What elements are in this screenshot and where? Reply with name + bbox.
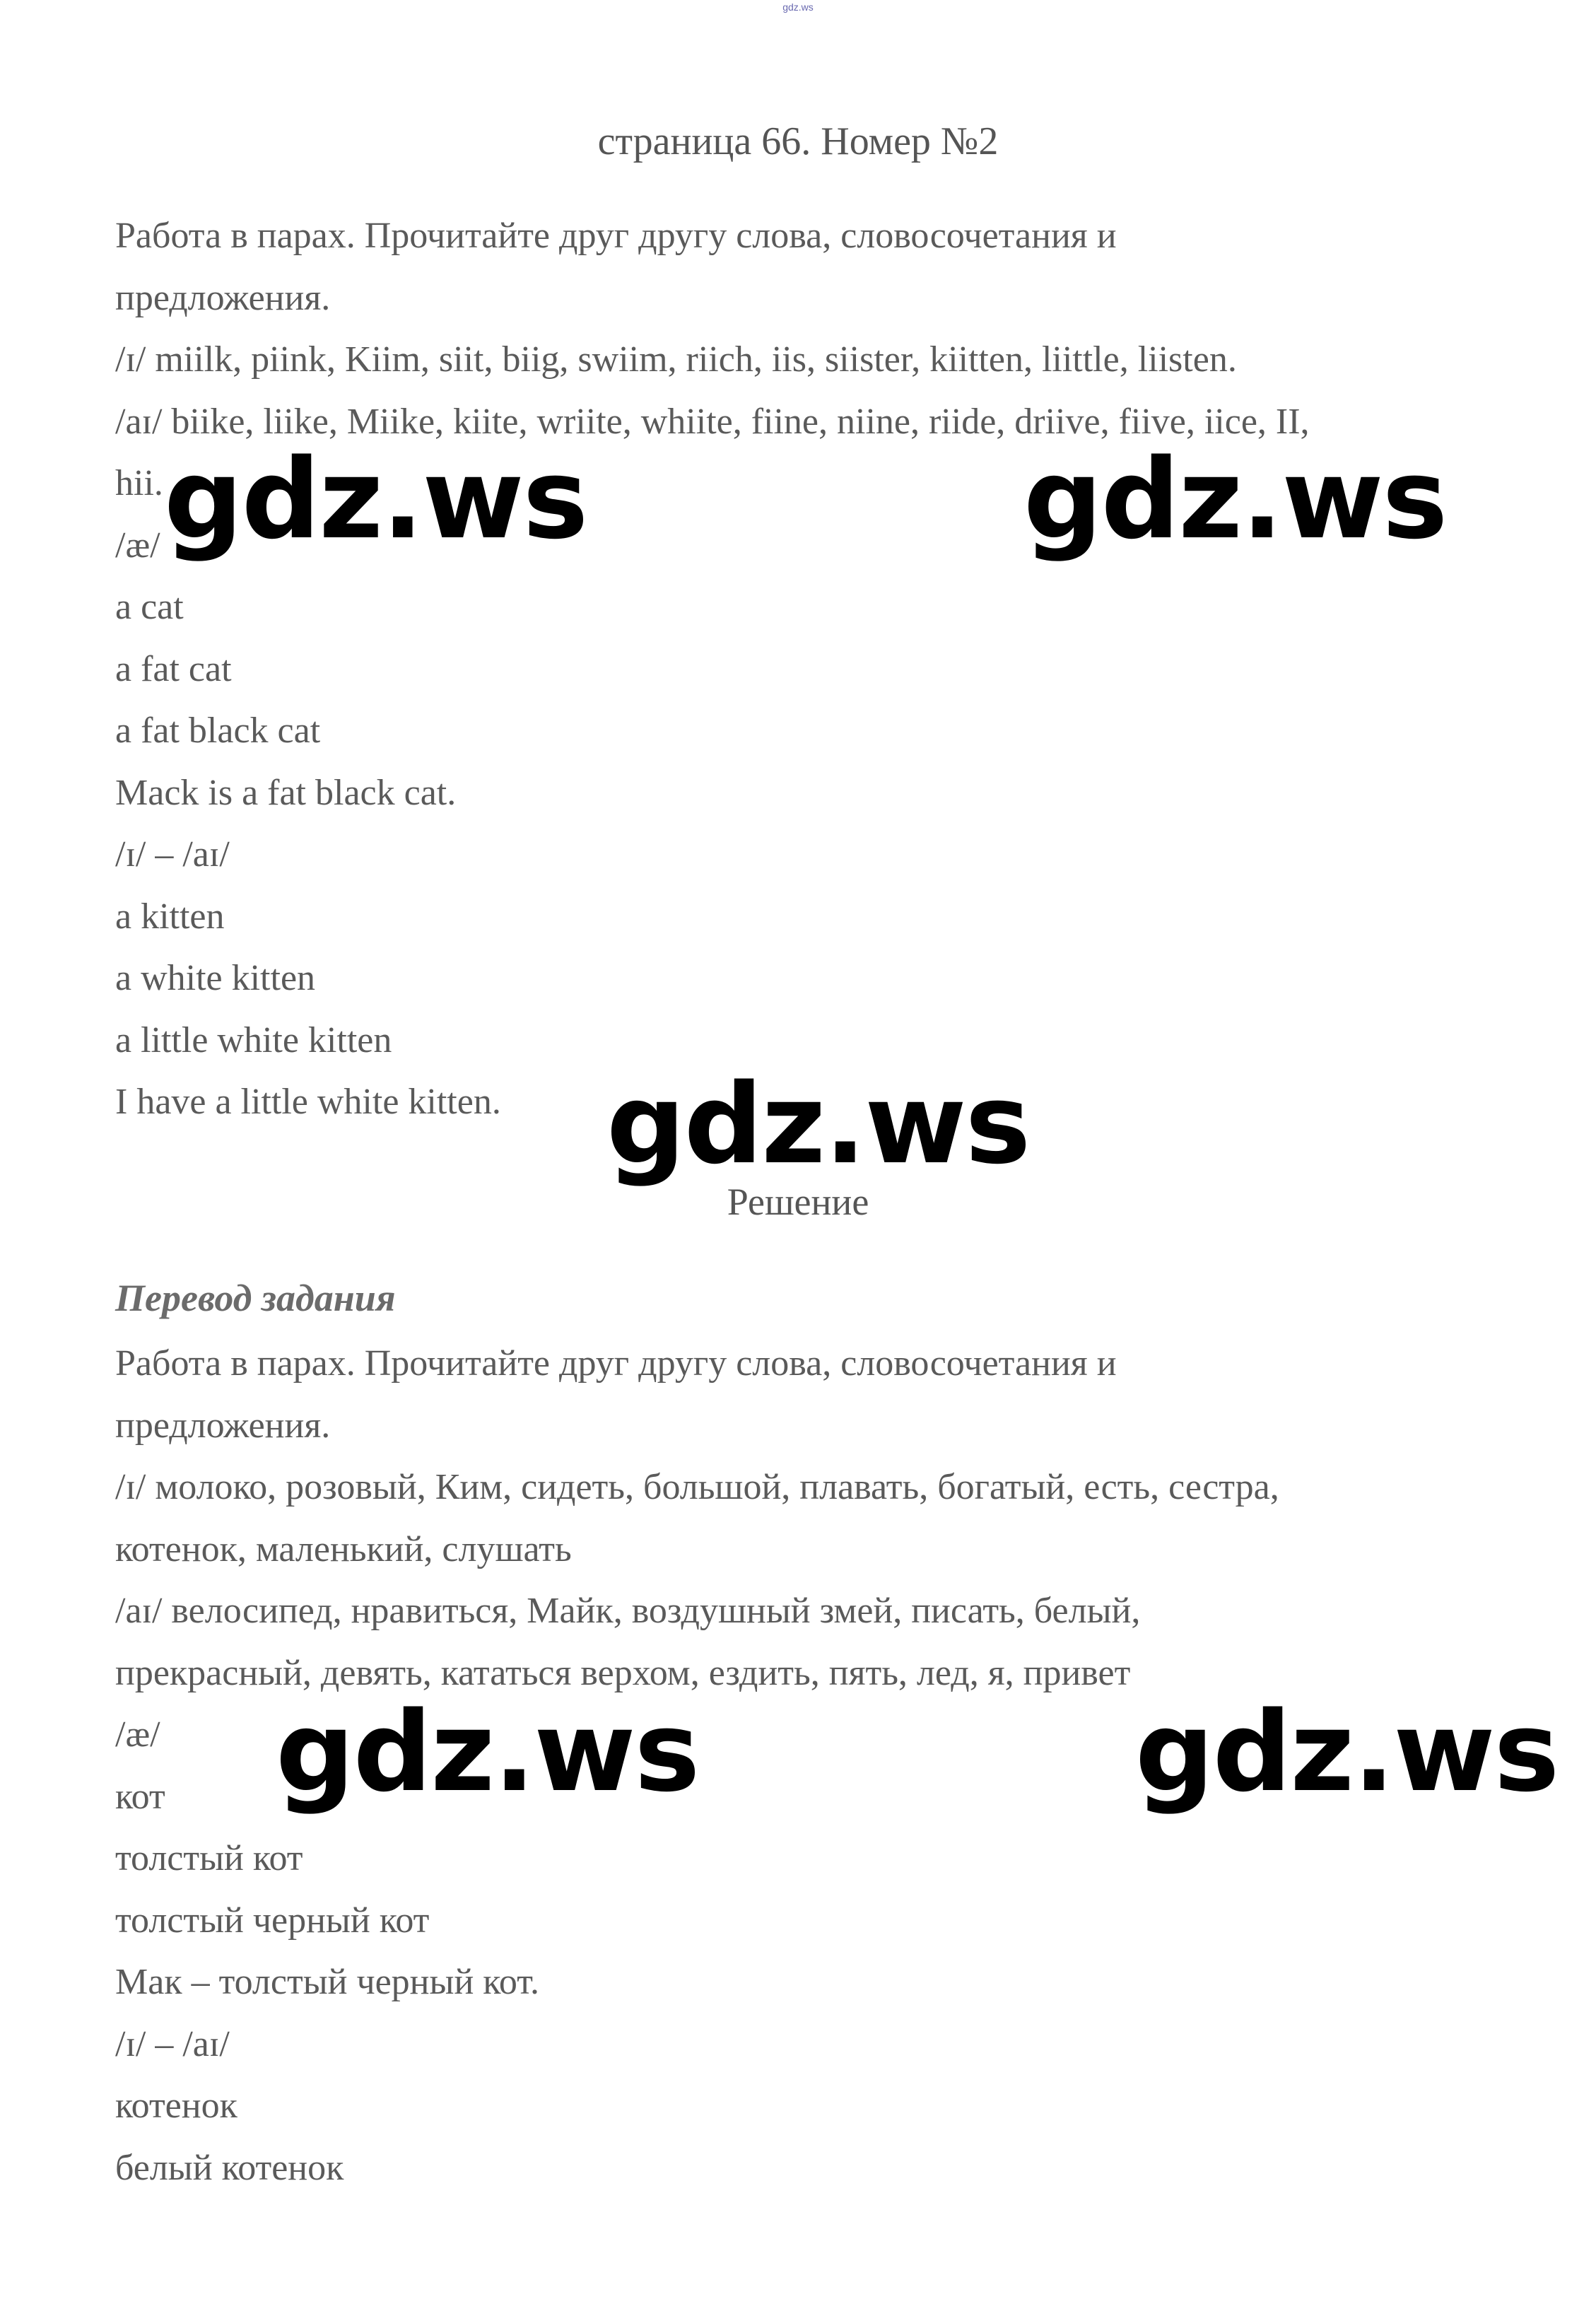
translation-line: прекрасный, девять, кататься верхом, ездить, пять, лед, я, привет bbox=[115, 1652, 1131, 1693]
task-line: a kitten bbox=[115, 896, 225, 937]
translation-line: Работа в парах. Прочитайте друг другу слова, словосочетания и bbox=[115, 1343, 1117, 1384]
task-line: a white kitten bbox=[115, 958, 316, 998]
watermark: gdz.ws bbox=[606, 1060, 1030, 1188]
task-line: a fat cat bbox=[115, 648, 232, 689]
task-line: Работа в парах. Прочитайте друг другу слова, словосочетания и bbox=[115, 216, 1117, 256]
translation-line: толстый черный кот bbox=[115, 1900, 430, 1941]
translation-line: /aɪ/ велосипед, нравиться, Майк, воздушный змей, писать, белый, bbox=[115, 1591, 1141, 1631]
translation-line: предложения. bbox=[115, 1405, 331, 1446]
watermark: gdz.ws bbox=[164, 435, 587, 563]
page-title: страница 66. Номер №2 bbox=[597, 119, 999, 163]
task-line: /ɪ/ – /aɪ/ bbox=[115, 834, 230, 875]
translation-line: толстый кот bbox=[115, 1838, 303, 1878]
translation-line: /æ/ bbox=[115, 1714, 160, 1755]
translation-line: котенок, маленький, слушать bbox=[115, 1528, 572, 1569]
task-line: Mack is a fat black cat. bbox=[115, 772, 457, 813]
task-text bbox=[115, 205, 1501, 1133]
task-line: предложения. bbox=[115, 277, 331, 318]
task-line: hii. bbox=[115, 463, 163, 503]
watermark: gdz.ws bbox=[276, 1688, 699, 1816]
top-watermark-text: gdz.ws bbox=[782, 1, 814, 13]
translation-line: /ɪ/ молоко, розовый, Ким, сидеть, большой, плавать, богатый, есть, сестра, bbox=[115, 1467, 1279, 1507]
task-line: I have a little white kitten. bbox=[115, 1082, 501, 1122]
translation-line: /ɪ/ – /aɪ/ bbox=[115, 2023, 230, 2064]
task-line: a little white kitten bbox=[115, 1019, 392, 1060]
task-line: /aɪ/ biike, liike, Miike, kiite, wriite, whiite, fiine, niine, riide, driive, fiive, iice, II, bbox=[115, 401, 1310, 442]
watermark: gdz.ws bbox=[1023, 435, 1447, 563]
translation-line: кот bbox=[115, 1776, 165, 1817]
task-line: /æ/ bbox=[115, 525, 160, 566]
translation-line: Мак – толстый черный кот. bbox=[115, 1962, 540, 2002]
task-line: a fat black cat bbox=[115, 711, 321, 751]
translation-line: белый котенок bbox=[115, 2147, 344, 2188]
translation-heading: Перевод задания bbox=[115, 1277, 396, 1319]
solution-title: Решение bbox=[727, 1181, 869, 1223]
task-line: a cat bbox=[115, 587, 184, 627]
task-line: /ɪ/ miilk, piink, Kiim, siit, biig, swiim, riich, iis, siister, kiitten, liittle, liisten. bbox=[115, 339, 1237, 380]
translation-line: котенок bbox=[115, 2086, 237, 2126]
watermark: gdz.ws bbox=[1135, 1688, 1559, 1816]
